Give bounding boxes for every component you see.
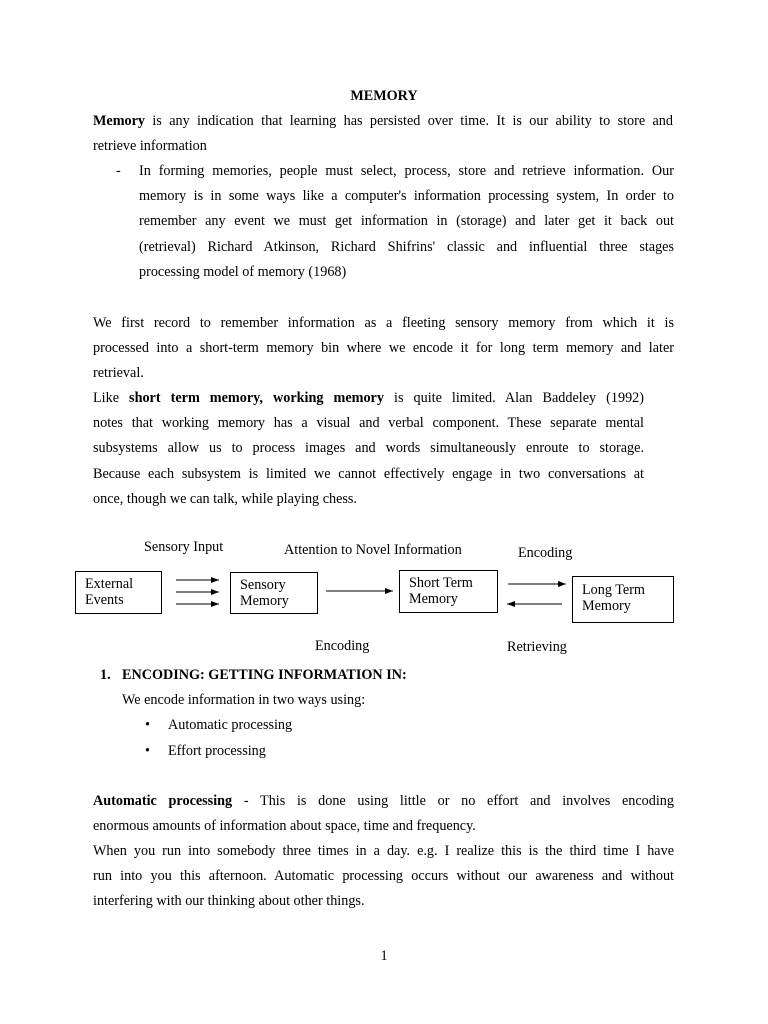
- para5-line: When you run into somebody three times in a day. e.g. I realize this is the third time I have: [93, 843, 674, 859]
- para5-line: interfering with our thinking about other things.: [93, 893, 365, 909]
- box-sensory-line: Sensory: [240, 577, 286, 593]
- section-intro: We encode information in two ways using:: [122, 692, 366, 708]
- box-sensory-line: Memory: [240, 593, 289, 609]
- bullet-icon: •: [145, 743, 150, 759]
- para3-line: once, though we can talk, while playing chess.: [93, 491, 357, 507]
- dash-item-line: memory is in some ways like a computer's information processing system, In order to: [139, 188, 674, 204]
- bullet-icon: •: [145, 717, 150, 733]
- para2-line: processed into a short-term memory bin where we encode it for long term memory and later: [93, 340, 674, 356]
- para3-bold-term: short term memory, working memory: [129, 390, 384, 406]
- diagram-label-attention: Attention to Novel Information: [284, 542, 462, 558]
- para3-line: notes that working memory has a visual and verbal component. These separate mental: [93, 415, 644, 431]
- box-external-line: Events: [85, 592, 124, 608]
- diagram-label-encoding-bottom: Encoding: [315, 638, 370, 654]
- dash-item-line: In forming memories, people must select, process, store and retrieve information. Our: [139, 163, 674, 179]
- diagram-label-retrieving: Retrieving: [507, 639, 567, 655]
- para5-line: run into you this afternoon. Automatic processing occurs without our awareness and without: [93, 868, 674, 884]
- box-long-term-line: Memory: [582, 598, 631, 614]
- para3-line1-post: is quite limited. Alan Baddeley (1992): [383, 390, 644, 406]
- para4-line1-rest: - This is done using little or no effort and involves encoding: [232, 793, 674, 809]
- page-title: MEMORY: [350, 88, 418, 104]
- bullet-item: Effort processing: [168, 743, 266, 759]
- dash-item-line: (retrieval) Richard Atkinson, Richard Shifrins' classic and influential three stages: [139, 239, 674, 255]
- diagram-label-sensory-input: Sensory Input: [144, 539, 224, 555]
- section-number: 1.: [100, 667, 111, 683]
- para2-line: retrieval.: [93, 365, 144, 381]
- para4-line-2: enormous amounts of information about space, time and frequency.: [93, 818, 476, 834]
- para3-line: Because each subsystem is limited we cannot effectively engage in two conversations at: [93, 466, 644, 482]
- para3-line: subsystems allow us to process images and words simultaneously enroute to storage.: [93, 440, 644, 456]
- para2-line: We first record to remember information as a fleeting sensory memory from which it is: [93, 315, 674, 331]
- dash-item-line: remember any event we must get information in (storage) and later get it back out: [139, 213, 674, 229]
- para4-lead: Automatic processing: [93, 793, 233, 809]
- intro-lead: Memory: [93, 113, 145, 129]
- intro-line-2: retrieve information: [93, 138, 207, 154]
- para4-line-1: [93, 792, 674, 810]
- intro-line-1-text: is any indication that learning has persisted over time. It is our ability to store and: [145, 113, 673, 129]
- box-external-line: External: [85, 576, 134, 592]
- para3-line1-pre: Like: [93, 390, 130, 406]
- box-short-term-line: Short Term: [409, 575, 473, 591]
- section-heading: ENCODING: GETTING INFORMATION IN:: [122, 667, 407, 683]
- box-long-term-line: Long Term: [582, 582, 645, 598]
- diagram-label-encoding-top: Encoding: [518, 545, 573, 561]
- dash-marker: -: [116, 163, 121, 179]
- bullet-item: Automatic processing: [168, 717, 293, 733]
- box-short-term-line: Memory: [409, 591, 458, 607]
- page-number: 1: [380, 948, 388, 964]
- dash-item-line: processing model of memory (1968): [139, 264, 347, 280]
